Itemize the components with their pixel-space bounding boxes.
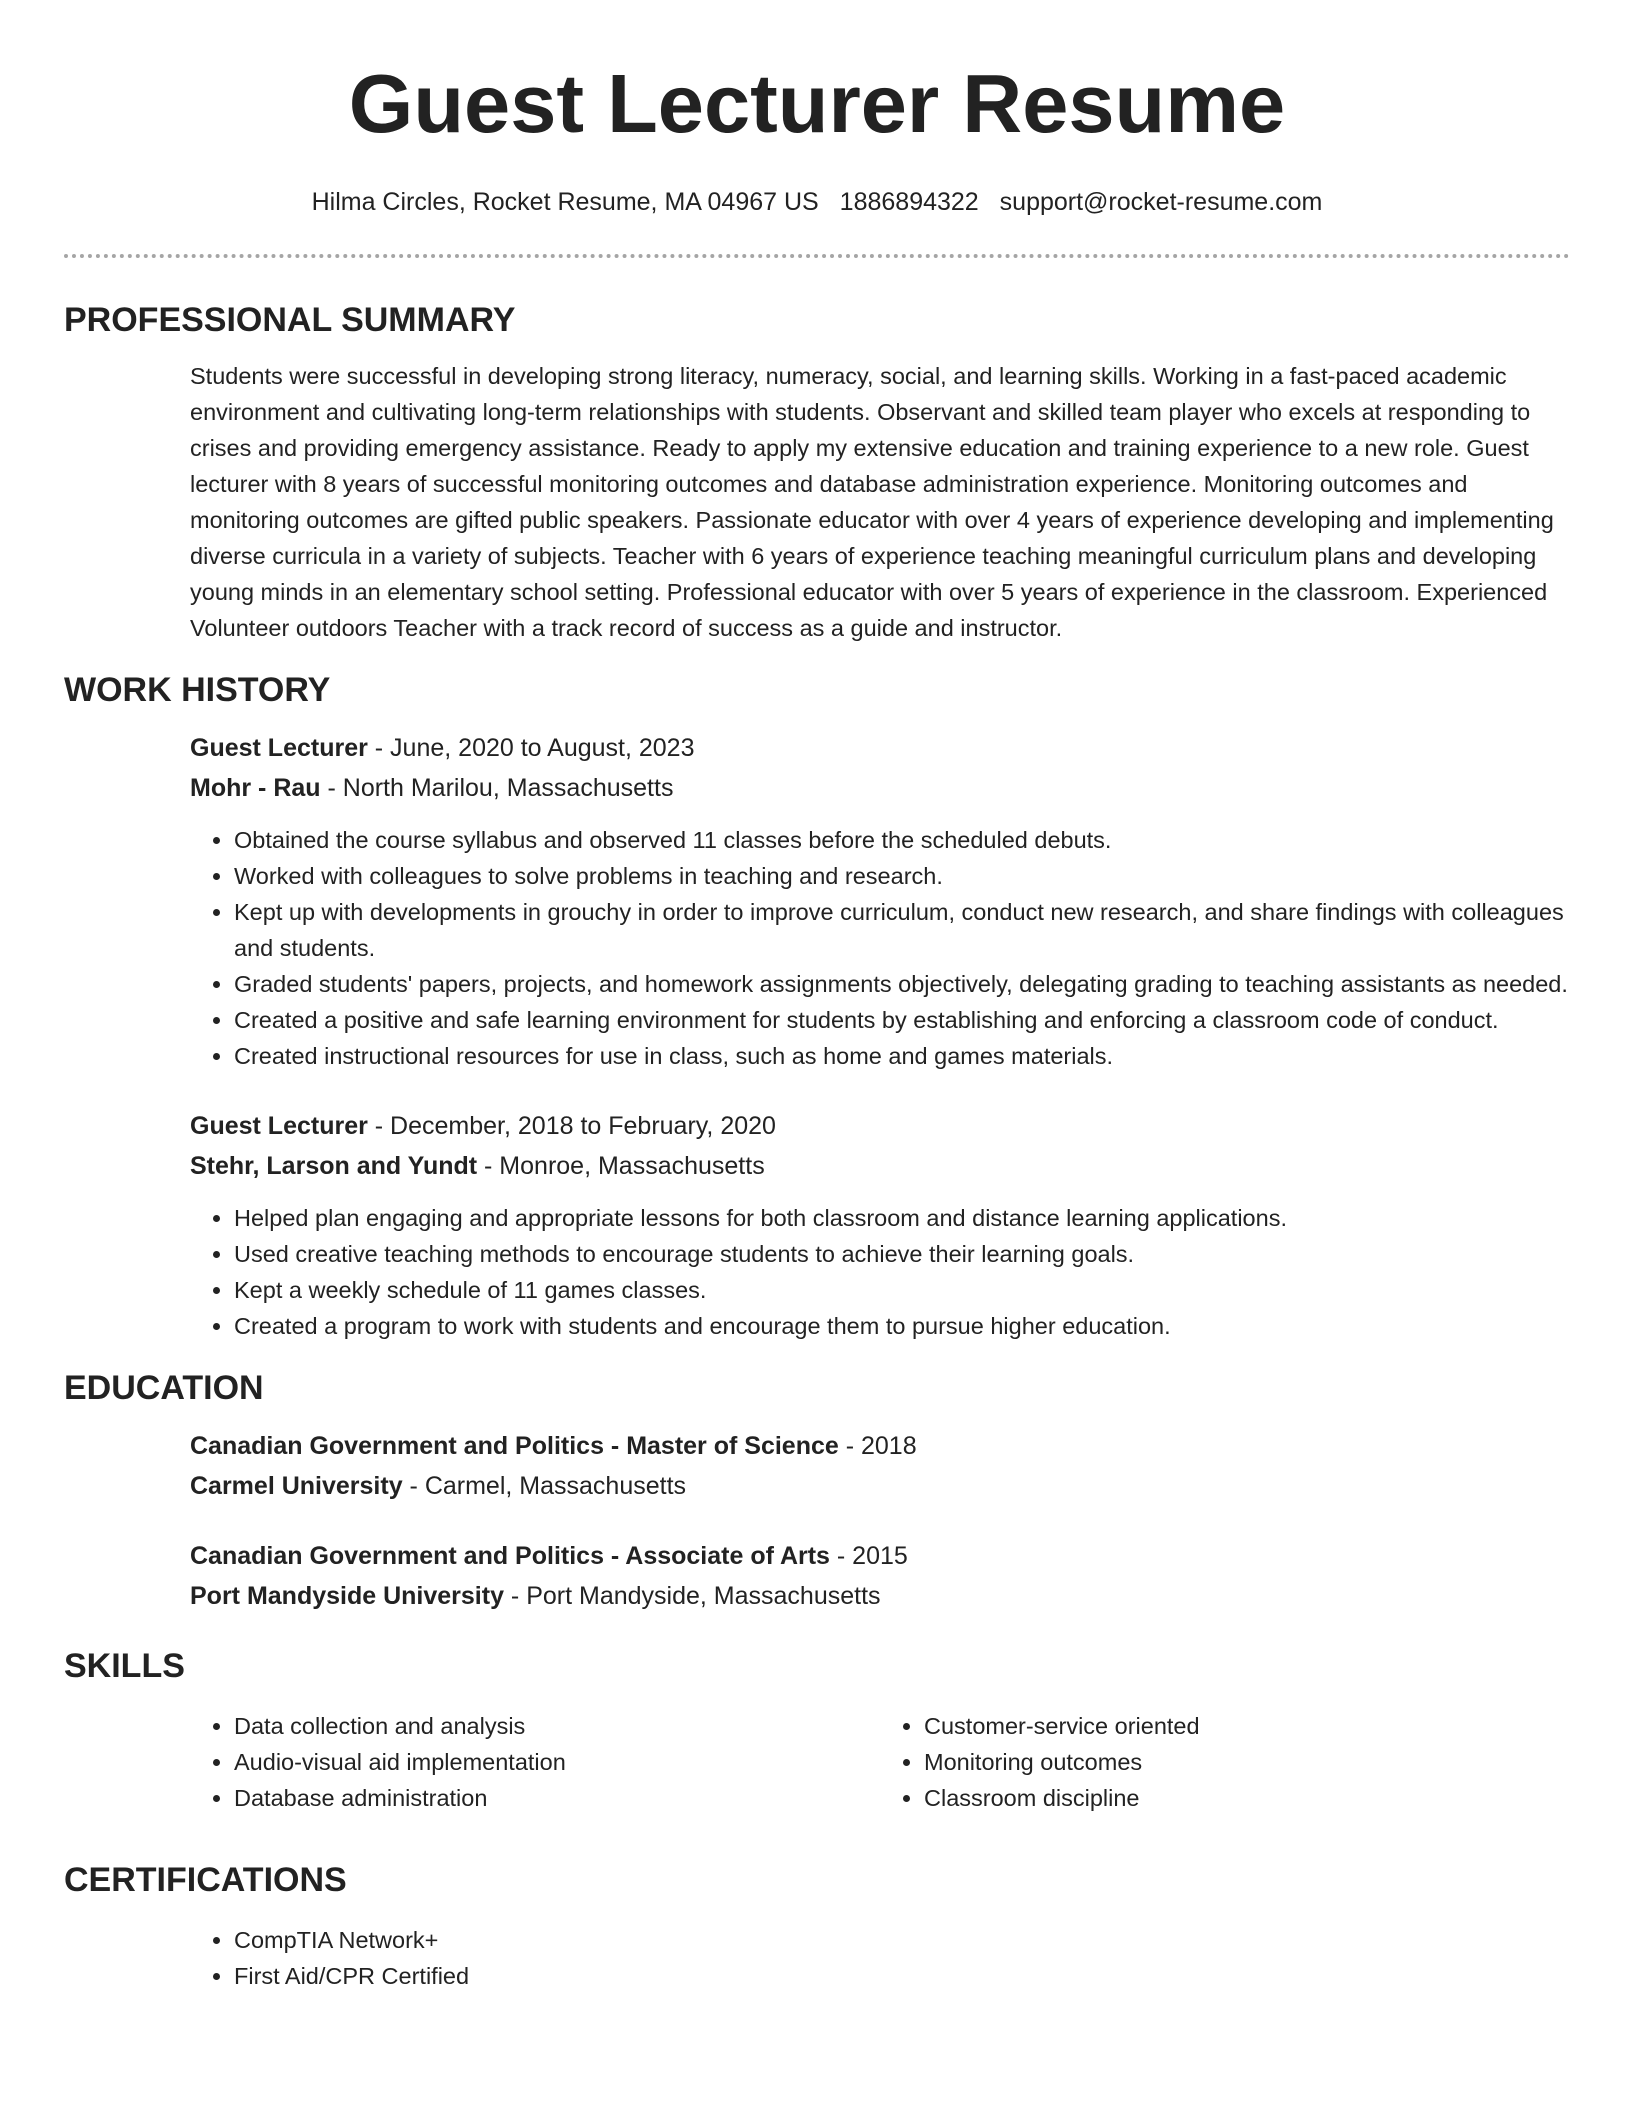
list-item: • Worked with colleagues to solve problems in teaching and research. — [234, 858, 1570, 894]
email-text: support@rocket-resume.com — [999, 188, 1323, 216]
job-duties-list — [190, 822, 1570, 1074]
list-item: • Customer-service oriented — [924, 1708, 1570, 1744]
certifications-block — [190, 1922, 1570, 1994]
skills-heading: SKILLS — [64, 1647, 185, 1685]
job-entry — [190, 1106, 1570, 1344]
contact-info — [64, 184, 1570, 220]
list-item: • Database administration — [234, 1780, 880, 1816]
job-title: Guest Lecturer — [190, 734, 368, 762]
degree-year: - 2018 — [838, 1432, 917, 1460]
job-company-line — [190, 768, 1570, 808]
certifications-heading: CERTIFICATIONS — [64, 1861, 347, 1899]
degree-name: Canadian Government and Politics - Master of Science — [190, 1432, 839, 1460]
phone-text: 1886894322 — [839, 188, 979, 216]
summary-heading: PROFESSIONAL SUMMARY — [64, 301, 516, 339]
page-title: Guest Lecturer Resume — [348, 57, 1286, 150]
list-item: • First Aid/CPR Certified — [234, 1958, 1570, 1994]
job-company: Mohr - Rau — [190, 774, 321, 802]
skills-columns — [190, 1708, 1570, 1816]
list-item: • Data collection and analysis — [234, 1708, 880, 1744]
degree-name: Canadian Government and Politics - Associate of Arts — [190, 1542, 830, 1570]
list-item: • Classroom discipline — [924, 1780, 1570, 1816]
certifications-list — [190, 1922, 1570, 1994]
school-line — [190, 1576, 1570, 1616]
job-dates: - June, 2020 to August, 2023 — [367, 734, 695, 762]
education-heading: EDUCATION — [64, 1369, 264, 1407]
job-duties-list — [190, 1200, 1570, 1344]
education-entry — [190, 1536, 1570, 1616]
job-company-line — [190, 1146, 1570, 1186]
header-divider — [64, 254, 1570, 258]
list-item: • Monitoring outcomes — [924, 1744, 1570, 1780]
list-item: • Created instructional resources for use in class, such as home and games materials. — [234, 1038, 1570, 1074]
list-item: • Kept up with developments in grouchy in order to improve curriculum, conduct new research, and share findings with colleagues and students. — [234, 894, 1570, 966]
job-entry — [190, 728, 1570, 1074]
degree-line — [190, 1426, 1570, 1466]
list-item: • Created a program to work with students and encourage them to pursue higher education. — [234, 1308, 1570, 1344]
job-title-line — [190, 728, 1570, 768]
degree-year: - 2015 — [829, 1542, 908, 1570]
education-entry — [190, 1426, 1570, 1506]
school-location: - Port Mandyside, Massachusetts — [503, 1582, 881, 1610]
list-item: • Graded students' papers, projects, and homework assignments objectively, delegating grading to teaching assistants as needed. — [234, 966, 1570, 1002]
job-dates: - December, 2018 to February, 2020 — [367, 1112, 776, 1140]
school-location: - Carmel, Massachusetts — [402, 1472, 687, 1500]
address-text: Hilma Circles, Rocket Resume, MA 04967 US — [311, 188, 819, 216]
list-item: • Helped plan engaging and appropriate lessons for both classroom and distance learning applications. — [234, 1200, 1570, 1236]
job-title-line — [190, 1106, 1570, 1146]
list-item: • Created a positive and safe learning environment for students by establishing and enforcing a classroom code of conduct. — [234, 1002, 1570, 1038]
school-line — [190, 1466, 1570, 1506]
job-location: - Monroe, Massachusetts — [477, 1152, 765, 1180]
school-name: Port Mandyside University — [190, 1582, 504, 1610]
job-title: Guest Lecturer — [190, 1112, 368, 1140]
degree-line — [190, 1536, 1570, 1576]
summary-text: Students were successful in developing strong literacy, numeracy, social, and learning skills. Working in a fast-paced academic environment and cultivating long-term relationships with students. Observant and skilled team player who excels at responding to crises and providing emergency assistance. Ready to apply my extensive education and training experience to a new role. Guest lecturer with 8 years of successful monitoring outcomes and database administration experience. Monitoring outcomes and monitoring outcomes are gifted public speakers. Passionate educator with over 4 years of experience developing and implementing diverse curricula in a variety of subjects. Teacher with 6 years of experience teaching meaningful curriculum plans and developing young minds in an elementary school setting. Professional educator with over 5 years of experience in the classroom. Experienced Volunteer outdoors Teacher with a track record of success as a guide and instructor. — [190, 363, 1554, 641]
skills-list-right — [880, 1708, 1570, 1816]
job-company: Stehr, Larson and Yundt — [190, 1152, 478, 1180]
school-name: Carmel University — [190, 1472, 403, 1500]
list-item: • Used creative teaching methods to encourage students to achieve their learning goals. — [234, 1236, 1570, 1272]
list-item: • Kept a weekly schedule of 11 games classes. — [234, 1272, 1570, 1308]
list-item: • CompTIA Network+ — [234, 1922, 1570, 1958]
work-history-heading: WORK HISTORY — [64, 671, 331, 709]
list-item: • Audio-visual aid implementation — [234, 1744, 880, 1780]
job-location: - North Marilou, Massachusetts — [320, 774, 674, 802]
skills-list-left — [190, 1708, 880, 1816]
list-item: • Obtained the course syllabus and observed 11 classes before the scheduled debuts. — [234, 822, 1570, 858]
